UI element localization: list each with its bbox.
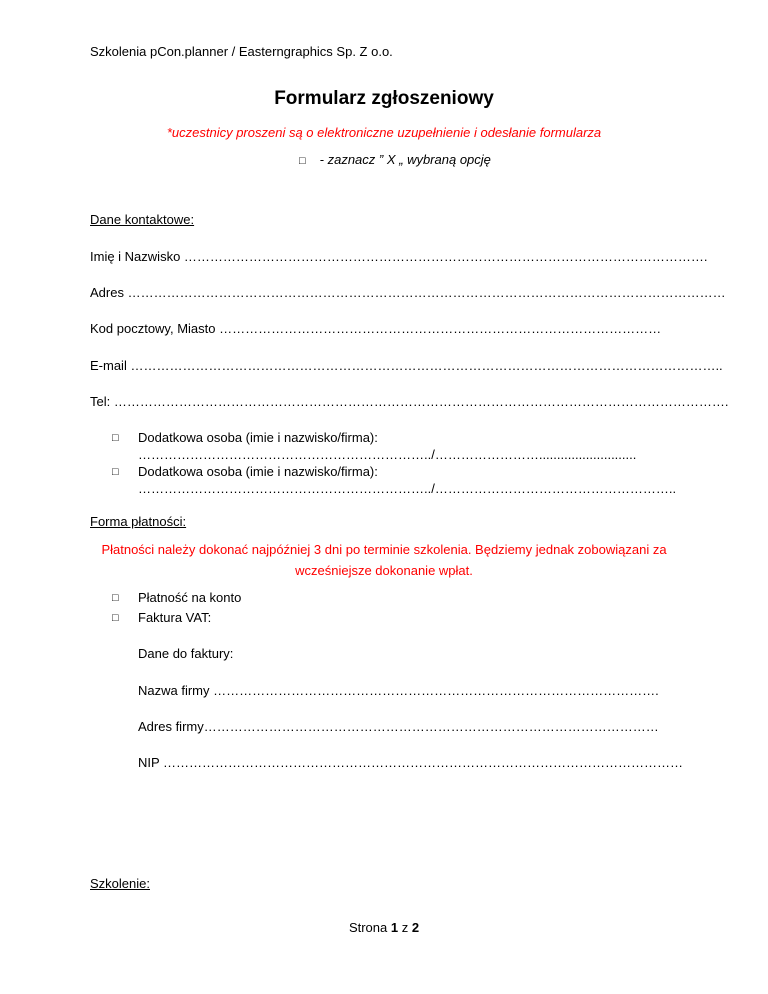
footer-prefix: Strona [348,920,391,935]
extra-person-1-field[interactable]: …………………………………………………………../……………………........................... [138,447,637,462]
phone-field[interactable]: Tel: ……………………………………………………………………………………………………………………………. [90,394,729,409]
page-footer [0,920,768,935]
checkbox-hint-text: - zaznacz ” X „ wybraną opcję [319,152,491,167]
vat-invoice-label: Faktura VAT: [138,610,212,625]
vat-invoice-checkbox[interactable]: □ [112,612,119,624]
company-address-field[interactable]: Adres firmy…………………………………………………………………………………………… [138,719,659,734]
contact-heading: Dane kontaktowe: [90,212,195,227]
payment-notice-line2: wcześniejsze dokonanie wpłat. [295,563,473,578]
instruction-note: *uczestnicy proszeni są o elektroniczne uzupełnienie i odesłanie formularza [166,125,602,140]
document-header: Szkolenia pCon.planner / Easterngraphics Sp. Z o.o. [90,44,393,59]
name-field[interactable]: Imię i Nazwisko …………………………………………………………………………………………………………. [90,249,708,264]
extra-person-2-field[interactable]: …………………………………………………………../……………………………………………….. [138,481,677,496]
bank-transfer-checkbox[interactable]: □ [112,592,119,604]
extra-person-1-label: Dodatkowa osoba (imie i nazwisko/firma): [138,430,378,445]
bank-transfer-label: Płatność na konto [138,590,242,605]
company-name-field[interactable]: Nazwa firmy …………………………………………………………………………………………. [138,683,659,698]
footer-page-number: 1 [390,920,399,935]
training-heading: Szkolenie: [90,876,150,891]
checkbox-icon: □ [299,155,306,167]
extra-person-1-checkbox[interactable]: □ [112,432,119,444]
email-field[interactable]: E-mail ……………………………………………………………………………………………………………………….. [90,358,723,373]
nip-field[interactable]: NIP ………………………………………………………………………………………………………… [138,755,684,770]
address-field[interactable]: Adres ………………………………………………………………………………………………………………………… [90,285,726,300]
form-title: Formularz zgłoszeniowy [274,88,494,109]
extra-person-2-label: Dodatkowa osoba (imie i nazwisko/firma): [138,464,378,479]
postal-city-field[interactable]: Kod pocztowy, Miasto ………………………………………………………………………………………… [90,321,662,336]
payment-notice-line1: Płatności należy dokonać najpóźniej 3 dni po terminie szkolenia. Będziemy jednak zobowiązani za [101,542,667,557]
payment-heading: Forma płatności: [90,514,187,529]
checkbox-hint [299,152,491,167]
footer-page-total: 2 [411,920,420,935]
footer-mid: z [398,920,412,935]
extra-person-2-checkbox[interactable]: □ [112,466,119,478]
invoice-data-heading: Dane do faktury: [138,646,234,661]
